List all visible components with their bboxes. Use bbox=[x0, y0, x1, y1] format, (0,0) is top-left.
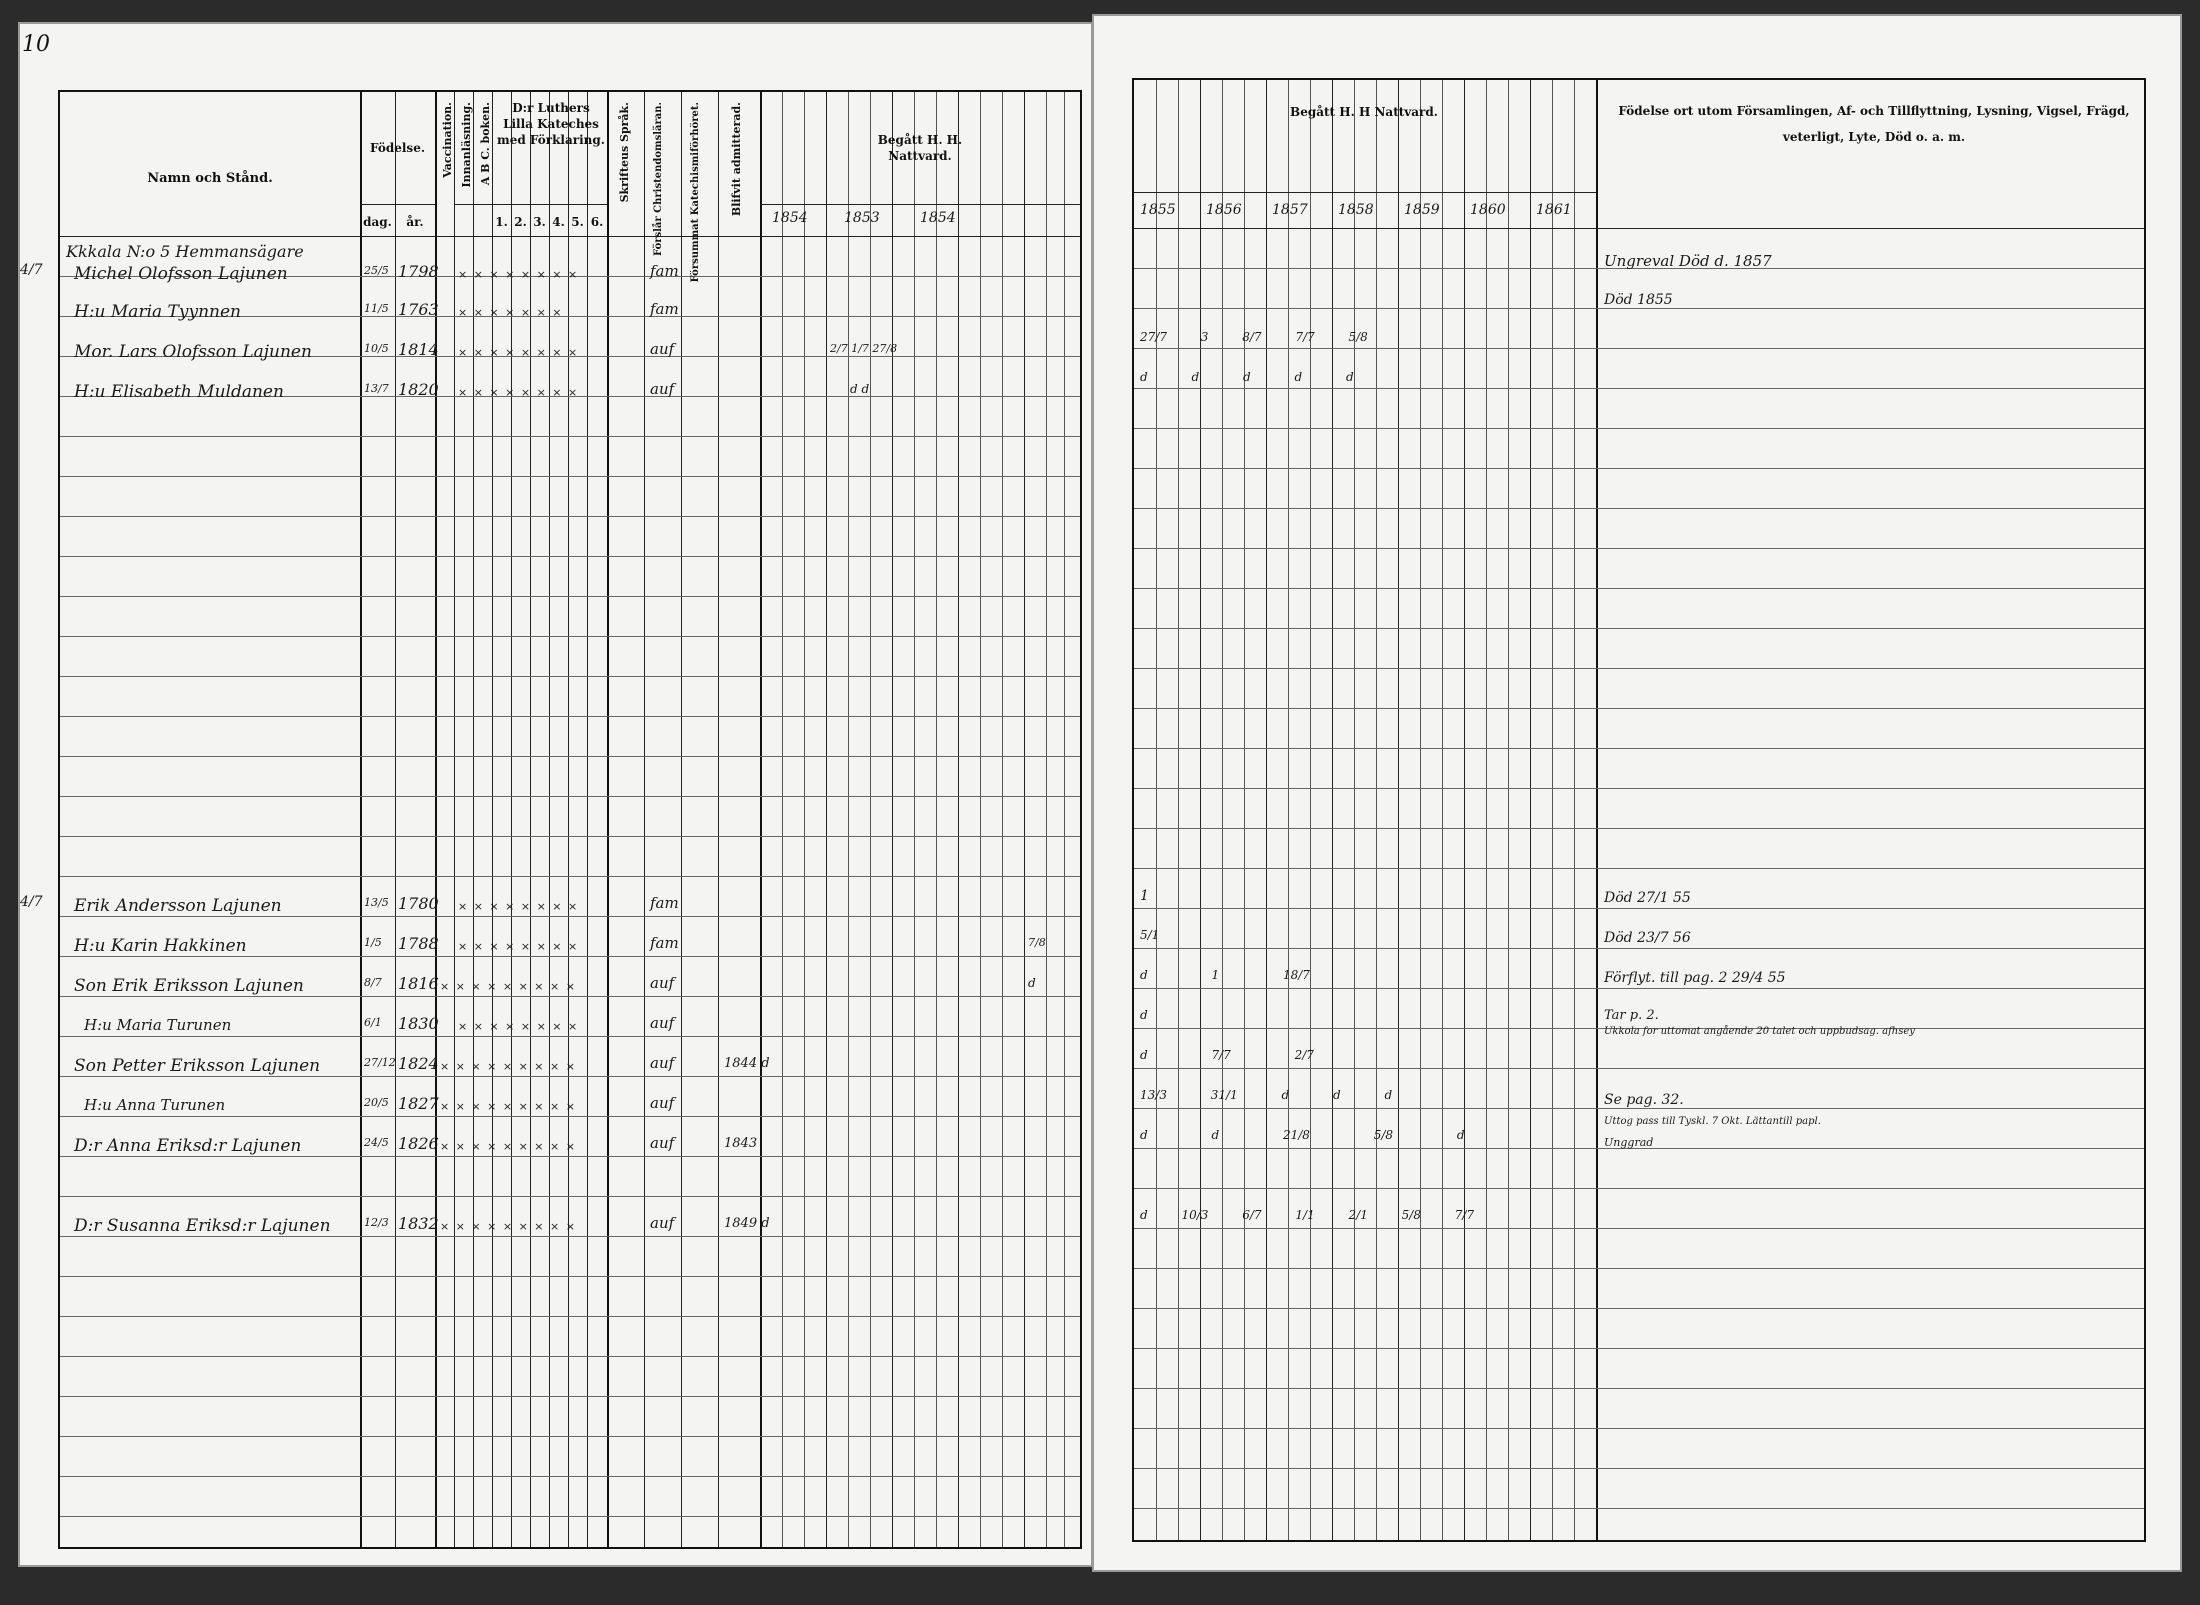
right-year-1857: 1857 bbox=[1272, 202, 1308, 218]
right-ledger-page bbox=[1092, 14, 2182, 1572]
marks-row-8: × × × × × × × × bbox=[458, 1020, 579, 1033]
header-birth-year: år. bbox=[406, 215, 424, 229]
name-row-7: Son Erik Eriksson Lajunen bbox=[74, 976, 304, 996]
header-communion: Begått H. H. Nattvard. bbox=[877, 133, 963, 164]
right-year-1855: 1855 bbox=[1140, 202, 1176, 218]
remarks-header: Födelse ort utom Församlingen, Af- och Tillflyttning, Lysning, Vigsel, Frägd, veterligt, Lyte, Död o. a. m. bbox=[1618, 104, 2130, 145]
marks-row-6: × × × × × × × × bbox=[458, 940, 579, 953]
remark-g1-2: Död 1855 bbox=[1604, 292, 1673, 308]
marks-row-5: × × × × × × × × bbox=[458, 900, 579, 913]
conf-row-10: auf bbox=[650, 1094, 675, 1112]
conf-row-4: auf bbox=[650, 380, 675, 398]
day-row-4: 13/7 bbox=[364, 382, 389, 395]
marks-row-1: × × × × × × × × bbox=[458, 268, 579, 281]
right-year-1858: 1858 bbox=[1338, 202, 1374, 218]
comm-row-7: d bbox=[1028, 976, 1036, 990]
right-comm-g2-3: d 1 18/7 bbox=[1140, 968, 1310, 982]
day-row-11: 24/5 bbox=[364, 1136, 389, 1149]
marks-row-10: × × × × × × × × × bbox=[440, 1100, 577, 1113]
year-row-11: 1826 bbox=[398, 1134, 439, 1153]
name-row-12: D:r Susanna Eriksd:r Lajunen bbox=[74, 1216, 331, 1236]
comm-row-4: d d bbox=[850, 382, 870, 396]
comm-row-3: 2/7 1/7 27/8 bbox=[830, 342, 898, 355]
year-row-5: 1780 bbox=[398, 894, 439, 913]
marks-row-7: × × × × × × × × × bbox=[440, 980, 577, 993]
right-header-communion: Begått H. H Nattvard. bbox=[1290, 105, 1438, 119]
comm-row-12: 1849 d bbox=[724, 1216, 770, 1231]
left-ledger-table bbox=[58, 90, 1082, 1549]
header-birth: Födelse. bbox=[369, 141, 426, 155]
header-catechism: D:r Luthers Lilla Kateches med Förklaring. bbox=[497, 101, 605, 148]
year-row-9: 1824 bbox=[398, 1054, 439, 1073]
year-row-2: 1763 bbox=[398, 300, 439, 319]
remark-g2-4: Tar p. 2. bbox=[1604, 1008, 1659, 1023]
name-row-9: Son Petter Eriksson Lajunen bbox=[74, 1056, 321, 1076]
header-reading: Innanläsning. bbox=[460, 102, 473, 188]
right-comm-g2-1: 1 bbox=[1140, 888, 1149, 904]
header-cat-6: 6. bbox=[590, 215, 604, 229]
conf-row-3: auf bbox=[650, 340, 675, 358]
header-cat-5: 5. bbox=[571, 215, 584, 229]
year-row-12: 1832 bbox=[398, 1214, 439, 1233]
page-number: 10 bbox=[22, 32, 50, 57]
name-row-5: Erik Andersson Lajunen bbox=[74, 896, 282, 916]
header-cat-2: 2. bbox=[514, 215, 527, 229]
header-cat-4: 4. bbox=[552, 215, 565, 229]
remark-g2-5: Ukkola for uttomat angående 20 talet och uppbudsag. afhsey bbox=[1604, 1026, 1915, 1037]
remark-g1-1: Ungreval Död d. 1857 bbox=[1604, 252, 1772, 270]
marks-row-12: × × × × × × × × × bbox=[440, 1220, 577, 1233]
header-cat-3: 3. bbox=[533, 215, 546, 229]
header-vaccination: Vaccination. bbox=[441, 102, 454, 178]
conf-row-2: fam bbox=[650, 300, 679, 318]
year-row-10: 1827 bbox=[398, 1094, 439, 1113]
right-comm-g1-2: d d d d d bbox=[1140, 370, 1354, 384]
day-row-2: 11/5 bbox=[364, 302, 389, 315]
right-year-1860: 1860 bbox=[1470, 202, 1506, 218]
name-row-4: H:u Elisabeth Muldanen bbox=[74, 382, 284, 402]
year-row-1: 1798 bbox=[398, 262, 439, 281]
day-row-10: 20/5 bbox=[364, 1096, 389, 1109]
right-ledger-table bbox=[1132, 78, 2146, 1542]
header-cat-1: 1. bbox=[495, 215, 508, 229]
day-row-8: 6/1 bbox=[364, 1016, 382, 1029]
comm-row-11: 1843 bbox=[724, 1136, 758, 1151]
name-row-11: D:r Anna Eriksd:r Lajunen bbox=[74, 1136, 302, 1156]
right-comm-g1-1: 27/7 3 8/7 7/7 5/8 bbox=[1140, 330, 1368, 344]
year-row-3: 1814 bbox=[398, 340, 439, 359]
header-missed-catech: Försummat Katechismiförhöret. bbox=[690, 102, 701, 283]
conf-row-7: auf bbox=[650, 974, 675, 992]
day-row-1: 25/5 bbox=[364, 264, 389, 277]
day-row-3: 10/5 bbox=[364, 342, 389, 355]
comm-year-2: 1853 bbox=[844, 210, 880, 226]
day-row-6: 1/5 bbox=[364, 936, 382, 949]
marks-row-11: × × × × × × × × × bbox=[440, 1140, 577, 1153]
remark-g2-6: Se pag. 32. bbox=[1604, 1092, 1684, 1108]
remark-g2-2: Död 23/7 56 bbox=[1604, 930, 1691, 946]
conf-row-5: fam bbox=[650, 894, 679, 912]
household-line: Kkkala N:o 5 Hemmansägare bbox=[66, 242, 304, 261]
remark-g2-7: Uttog pass till Tyskl. 7 Okt. Lättantill papl. bbox=[1604, 1116, 1821, 1127]
right-comm-g2-7: d d 21/8 5/8 d bbox=[1140, 1128, 1465, 1142]
right-comm-g2-6: 13/3 31/1 d d d bbox=[1140, 1088, 1393, 1102]
conf-row-12: auf bbox=[650, 1214, 675, 1232]
name-row-2: H:u Maria Tyynnen bbox=[74, 302, 242, 322]
header-name: Namn och Stånd. bbox=[147, 171, 273, 186]
comm-row-6: 7/8 bbox=[1028, 936, 1046, 949]
year-row-8: 1830 bbox=[398, 1014, 439, 1033]
right-year-1859: 1859 bbox=[1404, 202, 1440, 218]
comm-year-1: 1854 bbox=[772, 210, 808, 226]
name-row-10: H:u Anna Turunen bbox=[84, 1096, 226, 1114]
conf-row-6: fam bbox=[650, 934, 679, 952]
year-row-7: 1816 bbox=[398, 974, 439, 993]
group1-marker: 4/7 bbox=[20, 262, 43, 278]
day-row-7: 8/7 bbox=[364, 976, 382, 989]
name-row-1: Michel Olofsson Lajunen bbox=[74, 264, 288, 284]
year-row-6: 1788 bbox=[398, 934, 439, 953]
year-row-4: 1820 bbox=[398, 380, 439, 399]
right-comm-g2-4: d bbox=[1140, 1008, 1148, 1022]
conf-row-1: fam bbox=[650, 262, 679, 280]
marks-row-9: × × × × × × × × × bbox=[440, 1060, 577, 1073]
marks-row-4: × × × × × × × × bbox=[458, 386, 579, 399]
comm-row-9: 1844 d bbox=[724, 1056, 770, 1071]
right-year-1856: 1856 bbox=[1206, 202, 1242, 218]
day-row-12: 12/3 bbox=[364, 1216, 389, 1229]
comm-year-3: 1854 bbox=[920, 210, 956, 226]
header-birth-day: dag. bbox=[363, 215, 392, 229]
remark-g2-1: Död 27/1 55 bbox=[1604, 890, 1691, 906]
right-year-1861: 1861 bbox=[1536, 202, 1572, 218]
name-row-3: Mor. Lars Olofsson Lajunen bbox=[74, 342, 312, 362]
name-row-8: H:u Maria Turunen bbox=[84, 1016, 232, 1034]
remark-g2-3: Förflyt. till pag. 2 29/4 55 bbox=[1604, 970, 1786, 986]
day-row-9: 27/12 bbox=[364, 1056, 396, 1069]
right-comm-g2-8: d 10/3 6/7 1/1 2/1 5/8 7/7 bbox=[1140, 1208, 1475, 1222]
conf-row-11: auf bbox=[650, 1134, 675, 1152]
right-comm-g2-2: 5/1 bbox=[1140, 928, 1160, 942]
day-row-5: 13/5 bbox=[364, 896, 389, 909]
conf-row-9: auf bbox=[650, 1054, 675, 1072]
marks-row-2: × × × × × × × bbox=[458, 306, 563, 319]
name-row-6: H:u Karin Hakkinen bbox=[74, 936, 247, 956]
group2-marker: 4/7 bbox=[20, 894, 43, 910]
marks-row-3: × × × × × × × × bbox=[458, 346, 579, 359]
header-admitted: Blifvit admitterad. bbox=[730, 102, 743, 217]
left-ledger-page bbox=[18, 22, 1093, 1567]
header-abc: A B C. boken. bbox=[479, 102, 492, 186]
header-confirm-school: Förslår Christendomsläran. bbox=[653, 102, 664, 256]
header-writing: Skrifteus Språk. bbox=[618, 102, 631, 203]
conf-row-8: auf bbox=[650, 1014, 675, 1032]
remark-g2-8: Unggrad bbox=[1604, 1136, 1654, 1149]
right-comm-g2-5: d 7/7 2/7 bbox=[1140, 1048, 1314, 1062]
